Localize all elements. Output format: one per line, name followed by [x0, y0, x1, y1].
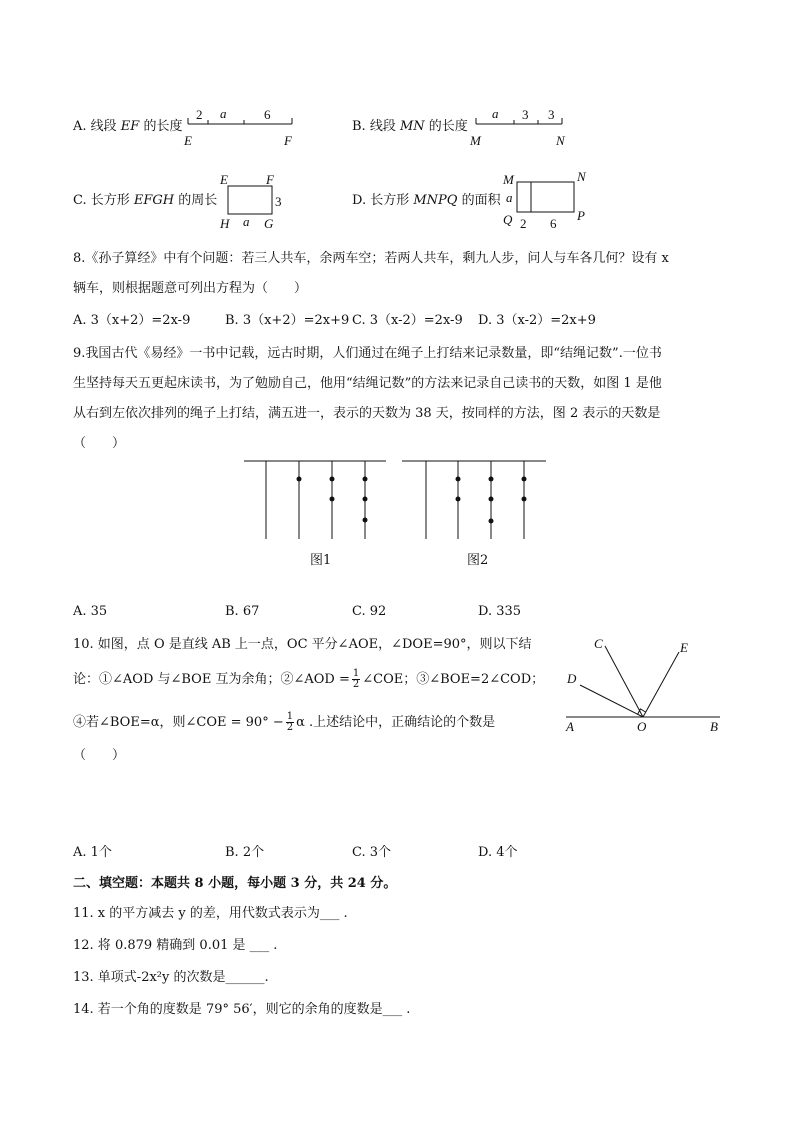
option-d-var: MNPQ — [413, 193, 458, 208]
label-a: a — [243, 214, 250, 229]
q13: 13. 单项式-2x²y 的次数是______. — [73, 970, 269, 985]
knot-figure-2 — [402, 459, 550, 544]
knot — [363, 518, 368, 523]
knot — [456, 497, 461, 502]
label-h: H — [220, 216, 230, 231]
option-a-prefix: A. 线段 — [73, 119, 121, 134]
rectangle-efgh — [228, 186, 272, 214]
ray-od — [580, 685, 643, 717]
q9-stem-line1: 9.我国古代《易经》一书中记载，远古时期，人们通过在绳子上打结来记录数量，即“结绳记数”.一位书 — [73, 346, 662, 361]
label-f: F — [266, 172, 274, 187]
segment-ef-figure — [180, 100, 310, 150]
option-a-suffix: 的长度 — [139, 119, 183, 134]
fraction-one-half — [286, 712, 294, 733]
rectangle-efgh-figure — [216, 170, 286, 232]
q9-option-c[interactable]: C. 92 — [352, 604, 387, 619]
q9-option-b[interactable]: B. 67 — [225, 604, 260, 619]
fraction-one-half — [352, 669, 360, 690]
knot-figure-1 — [244, 459, 390, 544]
label-m: M — [470, 133, 481, 148]
q8-option-b[interactable]: B. 3（x+2）=2x+9 — [225, 313, 350, 328]
q10-line2-end: ∠COE；③∠BOE=2∠COD； — [362, 672, 545, 687]
label-b: B — [710, 719, 718, 734]
angle-figure — [562, 632, 728, 738]
q8-stem-line1: 8.《孙子算经》中有个问题：若三人共车，余两车空；若两人共车，剩九人步，问人与车各几何？设有 x — [73, 251, 669, 266]
knot — [363, 497, 368, 502]
option-b-prefix: B. 线段 — [352, 119, 400, 134]
q7-option-d[interactable] — [352, 192, 501, 210]
fraction-numerator: 1 — [286, 711, 294, 722]
q10-stem-line2 — [73, 669, 544, 690]
ray-oe — [643, 652, 679, 717]
q10-line2-start: 论：①∠AOD 与∠BOE 互为余角；②∠AOD = — [73, 672, 350, 687]
q9-answer-brackets: （ ） — [73, 436, 126, 451]
q10-option-a[interactable]: A. 1个 — [73, 845, 112, 860]
label-e: E — [220, 172, 228, 187]
label-3: 3 — [275, 194, 282, 209]
option-d-prefix: D. 长方形 — [352, 193, 414, 208]
knot — [489, 519, 494, 524]
q9-stem-line3: 从右到左依次排列的绳子上打结，满五进一，表示的天数为 38 天，按同样的方法，图 2 表示的天数是 — [73, 406, 661, 421]
knot — [489, 497, 494, 502]
label-a: a — [220, 106, 227, 121]
rectangle-mnpq-figure — [500, 168, 594, 234]
q8-stem-line2: 辆车，则根据题意可列出方程为（ ） — [73, 281, 308, 296]
figure-2-caption: 图2 — [467, 553, 489, 568]
label-2: 2 — [196, 107, 203, 122]
option-d-suffix: 的面积 — [457, 193, 501, 208]
q8-option-d[interactable]: D. 3（x-2）=2x+9 — [478, 313, 596, 328]
q7-option-c[interactable] — [73, 192, 217, 210]
label-a: a — [492, 106, 499, 121]
q10-stem-line1: 10. 如图，点 O 是直线 AB 上一点，OC 平分∠AOE，∠DOE=90°，则以下结 — [73, 637, 532, 652]
option-c-suffix: 的周长 — [174, 193, 218, 208]
option-b-suffix: 的长度 — [424, 119, 468, 134]
label-6: 6 — [264, 107, 271, 122]
q10-option-b[interactable]: B. 2个 — [225, 845, 265, 860]
q7-option-a[interactable] — [73, 118, 182, 136]
q9-option-d[interactable]: D. 335 — [478, 604, 522, 619]
q10-option-d[interactable]: D. 4个 — [478, 845, 518, 860]
q10-line3-end: α .上述结论中，正确结论的个数是 — [296, 715, 496, 730]
label-e: E — [680, 640, 688, 655]
option-c-var: EFGH — [133, 193, 175, 208]
fraction-numerator: 1 — [352, 668, 360, 679]
q7-option-b[interactable] — [352, 118, 468, 136]
label-d: D — [567, 671, 577, 686]
q10-option-c[interactable]: C. 3个 — [352, 845, 392, 860]
q9-option-a[interactable]: A. 35 — [73, 604, 108, 619]
label-o: O — [637, 719, 647, 734]
knot — [330, 497, 335, 502]
label-3-second: 3 — [548, 107, 555, 122]
knot — [297, 477, 302, 482]
label-n: N — [556, 133, 565, 148]
option-c-prefix: C. 长方形 — [73, 193, 134, 208]
label-a: A — [566, 719, 574, 734]
knot — [522, 477, 527, 482]
label-c: C — [594, 636, 603, 651]
knot — [456, 477, 461, 482]
fraction-denominator: 2 — [352, 679, 360, 690]
label-6: 6 — [550, 216, 557, 231]
ray-oc — [605, 646, 643, 717]
label-f: F — [284, 133, 292, 148]
label-q: Q — [503, 212, 513, 227]
figure-1-caption: 图1 — [310, 553, 332, 568]
label-3-first: 3 — [522, 107, 529, 122]
knot — [522, 497, 527, 502]
q9-stem-line2: 生坚持每天五更起床读书，为了勉励自己，他用“结绳记数”的方法来记录自己读书的天数，如图 1 是他 — [73, 376, 662, 391]
option-a-var: EF — [120, 119, 140, 134]
label-g: G — [264, 216, 274, 231]
q10-answer-brackets: （ ） — [73, 748, 126, 763]
option-b-var: MN — [399, 119, 425, 134]
q10-stem-line3 — [73, 712, 495, 733]
q8-option-c[interactable]: C. 3（x-2）=2x-9 — [352, 313, 463, 328]
q12: 12. 将 0.879 精确到 0.01 是 ___ . — [73, 938, 278, 953]
label-e: E — [184, 133, 192, 148]
knot — [330, 477, 335, 482]
label-a: a — [506, 190, 513, 205]
segment-mn-figure — [466, 100, 576, 150]
fraction-denominator: 2 — [286, 722, 294, 733]
q10-line3-start: ④若∠BOE=α，则∠COE = 90° − — [73, 715, 284, 730]
label-2: 2 — [520, 216, 527, 231]
knot — [363, 477, 368, 482]
q14: 14. 若一个角的度数是 79° 56′，则它的余角的度数是___ . — [73, 1002, 411, 1017]
knot — [489, 477, 494, 482]
label-n: N — [577, 169, 586, 184]
q8-option-a[interactable]: A. 3（x+2）=2x-9 — [73, 313, 191, 328]
label-m: M — [503, 172, 514, 187]
q11: 11. x 的平方减去 y 的差，用代数式表示为___ . — [73, 906, 348, 921]
label-p: P — [577, 208, 585, 223]
section-2-heading: 二、填空题：本题共 8 小题，每小题 3 分，共 24 分。 — [73, 876, 397, 891]
rectangle-mnpq — [517, 182, 574, 212]
